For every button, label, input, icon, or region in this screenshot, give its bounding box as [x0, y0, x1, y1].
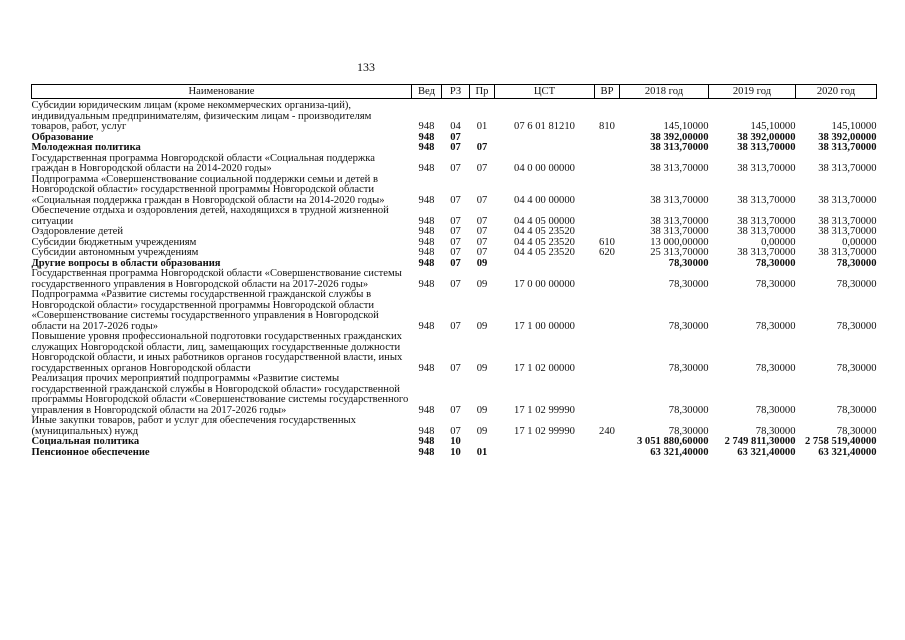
row-ved: 948: [418, 215, 435, 227]
row-rz: 07: [450, 142, 461, 153]
row-2018: 38 313,70000: [650, 215, 709, 227]
row-pr: 07: [476, 194, 488, 206]
row-name: Другие вопросы в области образования: [31, 257, 221, 269]
row-vr: [595, 374, 620, 416]
row-2020: 78,30000: [836, 404, 877, 416]
table-row: [32, 175, 877, 207]
row-rz: 04: [450, 121, 461, 132]
table-row: [32, 437, 877, 448]
row-vr: [595, 154, 620, 175]
row-cst: 07 6 01 81210: [514, 121, 575, 132]
row-2018: 145,10000: [663, 121, 709, 132]
table-row: [32, 99, 877, 133]
row-ved: 948: [418, 194, 435, 206]
row-vr: [595, 133, 620, 144]
budget-table: [31, 84, 877, 458]
row-pr: 09: [476, 278, 488, 290]
row-2019: 38 313,70000: [737, 142, 796, 153]
row-pr: 01: [476, 446, 488, 458]
row-2020: 38 392,00000: [818, 131, 877, 143]
row-cst: 17 0 00 00000: [514, 278, 575, 290]
row-cst: 17 1 02 00000: [514, 362, 575, 374]
row-cst: 04 4 05 23520: [514, 226, 575, 237]
row-vr: 610: [599, 236, 615, 248]
row-name: Субсидии бюджетным учреждениям: [31, 236, 197, 248]
row-name: Социальная политика: [31, 436, 140, 447]
table-row: [32, 416, 877, 437]
row-2020: 38 313,70000: [818, 226, 877, 237]
header-cst: ЦСТ: [495, 85, 595, 99]
row-ved: 948: [418, 226, 435, 237]
row-cst: 04 4 05 23520: [514, 247, 575, 258]
row-2018: 25 313,70000: [650, 247, 709, 258]
header-2019: 2019 год: [709, 85, 796, 99]
header-vr: ВР: [595, 85, 620, 99]
row-name: Подпрограмма «Развитие системы государственной гражданской службы в Новгородской области» государственной программы Новгородской области «Совершенствование системы государственного управления в Новгородской области на 2017-2026 годы»: [31, 289, 379, 332]
row-cst: [495, 259, 595, 270]
row-ved: 948: [418, 362, 435, 374]
row-vr: [595, 175, 620, 207]
table-row: [32, 248, 877, 259]
row-ved: 948: [418, 278, 435, 290]
row-2018: 78,30000: [668, 362, 709, 374]
row-name: Обеспечение отдыха и оздоровления детей, находящихся в трудной жизненной ситуации: [31, 205, 389, 227]
row-2020: 38 313,70000: [818, 247, 877, 258]
row-ved: 948: [418, 425, 435, 437]
row-2019: 0,00000: [761, 236, 796, 248]
row-2020: 38 313,70000: [818, 194, 877, 206]
row-2018: 63 321,40000: [650, 446, 709, 458]
row-2020: 2 758 519,40000: [804, 436, 877, 447]
row-vr: [595, 290, 620, 332]
row-ved: 948: [418, 436, 435, 447]
row-rz: 07: [450, 362, 461, 374]
row-pr: 09: [476, 257, 488, 269]
row-rz: 07: [450, 215, 461, 227]
row-ved: 948: [418, 131, 435, 143]
row-vr: 810: [599, 121, 615, 132]
row-pr: 01: [476, 121, 488, 132]
row-2018: 78,30000: [668, 404, 709, 416]
row-2020: 78,30000: [836, 257, 877, 269]
row-pr: [470, 437, 495, 448]
row-rz: 07: [450, 404, 461, 416]
row-2018: 38 313,70000: [650, 163, 709, 174]
row-name: Подпрограмма «Совершенствование социальной поддержки семьи и детей в Новгородской области» государственной программы Новгородской области «Социальная поддержка граждан в Новгородской области на 2014-2020 годы»: [31, 173, 385, 206]
row-2019: 78,30000: [755, 278, 796, 290]
page-number: 133: [357, 60, 375, 74]
row-pr: 07: [476, 247, 488, 258]
table-header-row: [32, 85, 877, 99]
row-2020: 78,30000: [836, 320, 877, 332]
row-rz: 07: [450, 163, 461, 174]
row-pr: 07: [476, 215, 488, 227]
row-2020: 78,30000: [836, 425, 877, 437]
row-2018: 78,30000: [668, 425, 709, 437]
row-cst: [495, 448, 595, 459]
row-cst: [495, 437, 595, 448]
row-vr: [595, 437, 620, 448]
row-vr: [595, 448, 620, 459]
row-pr: 07: [476, 226, 488, 237]
table-row: [32, 143, 877, 154]
row-rz: 07: [450, 320, 461, 332]
row-2020: 145,10000: [831, 121, 877, 132]
row-pr: 07: [476, 236, 488, 248]
row-2019: 38 313,70000: [737, 163, 796, 174]
row-ved: 948: [418, 236, 435, 248]
table-row: [32, 206, 877, 227]
row-rz: 10: [450, 436, 461, 447]
row-ved: 948: [418, 257, 435, 269]
row-2020: 78,30000: [836, 278, 877, 290]
row-cst: 04 0 00 00000: [514, 163, 575, 174]
row-cst: 04 4 00 00000: [514, 194, 575, 206]
row-name: Повышение уровня профессиональной подготовки государственных гражданских служащих Новгородской области, лиц, замещающих государственные должности Новгородской области, и иных работников органов государственной власти, иных государственных органов Новгородской области: [31, 331, 403, 374]
row-2019: 145,10000: [750, 121, 796, 132]
table-row: [32, 374, 877, 416]
row-rz: 07: [450, 425, 461, 437]
header-2020: 2020 год: [796, 85, 877, 99]
table-row: [32, 154, 877, 175]
header-rz: РЗ: [442, 85, 470, 99]
row-vr: [595, 143, 620, 154]
row-rz: 07: [450, 236, 461, 248]
row-name: Образование: [31, 131, 94, 143]
row-2019: 38 392,00000: [737, 131, 796, 143]
row-2018: 78,30000: [668, 320, 709, 332]
row-cst: 17 1 02 99990: [514, 404, 575, 416]
row-pr: 09: [476, 320, 488, 332]
row-2019: 63 321,40000: [737, 446, 796, 458]
row-vr: [595, 259, 620, 270]
row-rz: 10: [450, 446, 461, 458]
row-pr: 07: [476, 142, 488, 153]
row-vr: [595, 227, 620, 238]
row-2019: 38 313,70000: [737, 226, 796, 237]
row-name: Пенсионное обеспечение: [31, 446, 150, 458]
header-ved: Вед: [412, 85, 442, 99]
row-2019: 78,30000: [755, 257, 796, 269]
row-2020: 63 321,40000: [818, 446, 877, 458]
row-ved: 948: [418, 446, 435, 458]
row-rz: 07: [450, 131, 461, 143]
row-ved: 948: [418, 142, 435, 153]
header-name: Наименование: [32, 85, 412, 99]
row-2019: 2 749 811,30000: [724, 436, 796, 447]
row-name: Государственная программа Новгородской области «Социальная поддержка граждан в Новгородской области на 2014-2020 годы»: [31, 152, 375, 174]
row-cst: 17 1 02 99990: [514, 425, 575, 437]
row-pr: 09: [476, 425, 488, 437]
row-2018: 38 313,70000: [650, 142, 709, 153]
header-2018: 2018 год: [620, 85, 709, 99]
row-rz: 07: [450, 257, 461, 269]
row-name: Государственная программа Новгородской области «Совершенствование системы государственного управления в Новгородской области на 2017-2026 годы»: [31, 268, 402, 290]
row-vr: [595, 332, 620, 374]
row-2018: 78,30000: [668, 257, 709, 269]
table-row: [32, 448, 877, 459]
row-name: Иные закупки товаров, работ и услуг для обеспечения государственных (муниципальных) нужд: [31, 415, 356, 437]
row-vr: [595, 206, 620, 227]
row-cst: 17 1 00 00000: [514, 320, 575, 332]
row-rz: 07: [450, 278, 461, 290]
row-2020: 78,30000: [836, 362, 877, 374]
row-name: Оздоровление детей: [31, 226, 124, 237]
row-2019: 38 313,70000: [737, 247, 796, 258]
row-2019: 38 313,70000: [737, 215, 796, 227]
table-row: [32, 290, 877, 332]
row-2019: 78,30000: [755, 404, 796, 416]
row-rz: 07: [450, 247, 461, 258]
row-ved: 948: [418, 247, 435, 258]
row-name: Молодежная политика: [31, 142, 141, 153]
table-row: [32, 332, 877, 374]
row-2018: 38 392,00000: [650, 131, 709, 143]
row-vr: 240: [599, 425, 615, 437]
row-pr: 07: [476, 163, 488, 174]
row-rz: 07: [450, 226, 461, 237]
row-cst: 04 4 05 00000: [514, 215, 575, 227]
row-name: Реализация прочих мероприятий подпрограммы «Развитие системы государственной гражданской службы в Новгородской области» государственной программы Новгородской области «Совершенствование системы государственного управления в Новгородской области на 2017-2026 годы»: [31, 373, 409, 416]
row-ved: 948: [418, 121, 435, 132]
row-2019: 78,30000: [755, 425, 796, 437]
row-cst: [495, 143, 595, 154]
row-ved: 948: [418, 163, 435, 174]
row-name: Субсидии юридическим лицам (кроме некоммерческих организа-ций), индивидуальным предпринимателям, физическим лицам - производителям товаров, работ, услуг: [31, 100, 372, 132]
row-ved: 948: [418, 404, 435, 416]
row-pr: 09: [476, 404, 488, 416]
row-vr: [595, 269, 620, 290]
row-cst: [495, 133, 595, 144]
row-2020: 38 313,70000: [818, 163, 877, 174]
row-name: Субсидии автономным учреждениям: [31, 247, 199, 258]
row-rz: 07: [450, 194, 461, 206]
row-2019: 38 313,70000: [737, 194, 796, 206]
header-pr: Пр: [470, 85, 495, 99]
row-2018: 38 313,70000: [650, 194, 709, 206]
row-2018: 78,30000: [668, 278, 709, 290]
row-pr: 09: [476, 362, 488, 374]
row-2020: 38 313,70000: [818, 215, 877, 227]
row-2020: 0,00000: [842, 236, 877, 248]
row-2020: 38 313,70000: [818, 142, 877, 153]
row-2018: 38 313,70000: [650, 226, 709, 237]
row-2019: 78,30000: [755, 362, 796, 374]
row-2018: 13 000,00000: [650, 236, 709, 248]
row-vr: 620: [599, 247, 615, 258]
row-ved: 948: [418, 320, 435, 332]
row-2018: 3 051 880,60000: [636, 436, 709, 447]
row-cst: 04 4 05 23520: [514, 236, 575, 248]
table-row: [32, 269, 877, 290]
table-row: [32, 227, 877, 238]
row-2019: 78,30000: [755, 320, 796, 332]
